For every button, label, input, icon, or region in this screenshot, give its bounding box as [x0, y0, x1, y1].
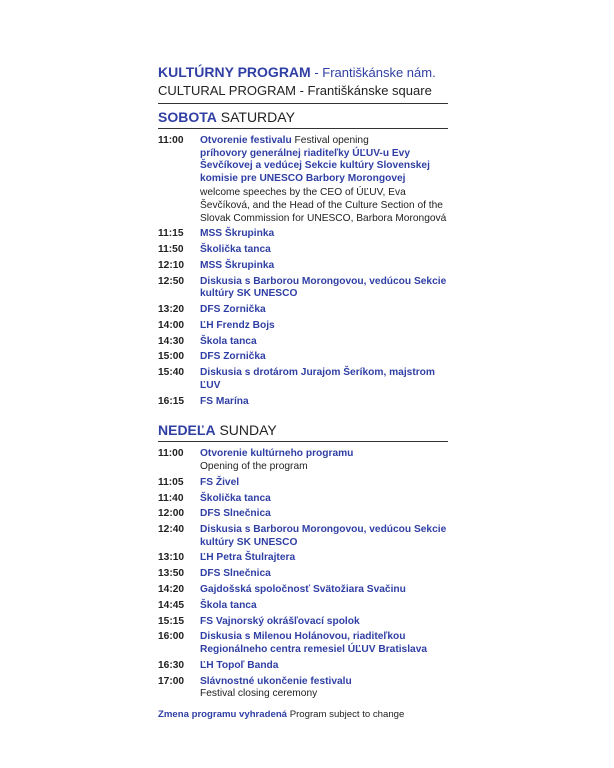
event-name-sk: Gajdošská spoločnosť Svätožiara Svačinu — [200, 584, 406, 595]
event-detail-en: welcome speeches by the CEO of ÚĽUV, Eva Ševčíková, and the Head of the Culture Section of the Slovak Commission for UNESCO, Barbora Morongová — [200, 187, 447, 224]
schedule-desc — [200, 304, 448, 317]
schedule-row — [158, 676, 448, 701]
schedule-time: 11:00 — [158, 135, 184, 146]
schedule-time: 14:45 — [158, 599, 185, 611]
schedule-time: 11:00 — [158, 448, 184, 460]
title-en-place: - Františkánske square — [295, 83, 432, 98]
schedule-row — [158, 584, 448, 597]
schedule-row — [158, 367, 448, 392]
schedule-row — [158, 351, 448, 364]
schedule-desc — [200, 396, 448, 409]
schedule-row — [158, 304, 448, 317]
schedule-time: 14:20 — [158, 584, 185, 595]
event-name-sk: DFS Zornička — [200, 304, 266, 316]
schedule-desc — [200, 493, 448, 506]
schedule-time: 13:20 — [158, 304, 185, 316]
sunday-sk: NEDEĽA — [158, 422, 216, 439]
schedule-desc — [200, 260, 448, 273]
schedule-desc — [200, 524, 448, 549]
schedule-time: 11:40 — [158, 492, 184, 504]
saturday-schedule — [158, 135, 448, 408]
saturday-divider — [158, 128, 448, 129]
schedule-time: 15:00 — [158, 351, 185, 363]
schedule-time: 12:40 — [158, 524, 185, 536]
schedule-time: 12:10 — [158, 259, 185, 271]
event-name-sk: Škola tanca — [200, 335, 257, 347]
schedule-time: 13:10 — [158, 552, 185, 564]
event-name-sk: FS Živel — [200, 476, 240, 488]
event-name-en: Festival closing ceremony — [200, 688, 318, 700]
schedule-row — [158, 228, 448, 241]
event-name-sk: MSS Škrupinka — [200, 228, 275, 240]
schedule-row — [158, 336, 448, 349]
schedule-row — [158, 568, 448, 581]
schedule-time: 15:40 — [158, 367, 185, 379]
schedule-desc — [200, 600, 448, 613]
schedule-row — [158, 448, 448, 473]
sunday-divider — [158, 441, 448, 442]
event-name-sk: ĽH Topoľ Banda — [200, 659, 279, 671]
schedule-time: 16:15 — [158, 395, 185, 407]
schedule-row — [158, 524, 448, 549]
event-name-sk: MSS Škrupinka — [200, 259, 275, 271]
title-en — [158, 83, 448, 99]
sunday-schedule — [158, 448, 448, 700]
event-name-sk: Diskusia s Barborou Morongovou, vedúcou Sekcie kultúry SK UNESCO — [200, 524, 447, 548]
saturday-heading — [158, 108, 448, 126]
schedule-row — [158, 396, 448, 409]
event-name-sk: FS Marína — [200, 395, 249, 407]
schedule-row — [158, 135, 448, 225]
event-name-sk: DFS Zornička — [200, 351, 266, 363]
event-name-sk: Škola tanca — [200, 599, 257, 611]
schedule-desc — [200, 660, 448, 673]
footer-sk: Zmena programu vyhradená — [158, 708, 288, 720]
saturday-en: SATURDAY — [216, 109, 295, 125]
schedule-row — [158, 276, 448, 301]
schedule-time: 12:00 — [158, 508, 185, 520]
schedule-desc — [200, 552, 448, 565]
schedule-row — [158, 631, 448, 656]
schedule-desc — [200, 631, 448, 656]
sunday-heading — [158, 421, 448, 439]
schedule-time: 13:50 — [158, 568, 185, 580]
sunday-en: SUNDAY — [215, 422, 277, 439]
event-name-en: Opening of the program — [200, 460, 308, 472]
schedule-row — [158, 320, 448, 333]
schedule-desc — [200, 244, 448, 257]
schedule-row — [158, 260, 448, 273]
schedule-desc — [200, 584, 448, 597]
event-name-sk: ĽH Petra Štulrajtera — [200, 552, 296, 564]
footer-en: Program subject to change — [287, 708, 405, 720]
schedule-desc — [200, 508, 448, 521]
saturday-sk: SOBOTA — [158, 109, 217, 125]
schedule-desc — [200, 336, 448, 349]
schedule-time: 14:00 — [158, 319, 185, 331]
schedule-desc — [200, 367, 448, 392]
schedule-time: 11:15 — [158, 228, 184, 240]
program-page — [158, 64, 448, 721]
event-name-sk: DFS Slnečnica — [200, 568, 271, 580]
event-name-sk: Diskusia s Barborou Morongovou, vedúcou Sekcie kultúry SK UNESCO — [200, 275, 447, 300]
event-name-sk: DFS Slnečnica — [200, 508, 271, 520]
schedule-row — [158, 244, 448, 257]
schedule-desc — [200, 135, 448, 225]
title-sk-main: KULTÚRNY PROGRAM — [158, 64, 311, 80]
event-name-en: Festival opening — [291, 135, 369, 146]
event-name-sk: ĽH Frendz Bojs — [200, 319, 275, 331]
schedule-desc — [200, 676, 448, 701]
schedule-row — [158, 616, 448, 629]
event-name-sk: Diskusia s drotárom Jurajom Šeríkom, majstrom ĽUV — [200, 367, 435, 391]
title-en-main: CULTURAL PROGRAM — [158, 83, 296, 98]
schedule-desc — [200, 320, 448, 333]
footer-note — [158, 709, 448, 721]
schedule-desc — [200, 228, 448, 241]
schedule-desc — [200, 351, 448, 364]
event-name-sk: Otvorenie kultúrneho programu — [200, 448, 354, 460]
schedule-time: 11:50 — [158, 244, 184, 256]
event-name-sk: Školička tanca — [200, 492, 271, 504]
schedule-row — [158, 600, 448, 613]
event-name-sk: Slávnostné ukončenie festivalu — [200, 675, 352, 687]
schedule-row — [158, 660, 448, 673]
schedule-time: 11:05 — [158, 476, 184, 488]
schedule-row — [158, 508, 448, 521]
event-name-sk: Otvorenie festivalu — [200, 135, 292, 146]
schedule-desc — [200, 568, 448, 581]
schedule-time: 15:15 — [158, 615, 185, 627]
schedule-time: 16:00 — [158, 631, 185, 643]
title-sk-place: - Františkánske nám. — [310, 65, 436, 80]
schedule-time: 14:30 — [158, 335, 185, 347]
schedule-time: 17:00 — [158, 675, 185, 687]
schedule-row — [158, 552, 448, 565]
schedule-desc — [200, 276, 448, 301]
schedule-desc — [200, 616, 448, 629]
event-detail-sk: príhovory generálnej riaditeľky ÚĽUV-u Evy Ševčíkovej a vedúcej Sekcie kultúry Slovenskej komisie pre UNESCO Barbory Morongovej — [200, 147, 430, 184]
title-sk — [158, 64, 448, 81]
schedule-row — [158, 493, 448, 506]
schedule-desc — [200, 477, 448, 490]
event-name-sk: FS Vajnorský okrášľovací spolok — [200, 615, 360, 627]
schedule-time: 16:30 — [158, 659, 185, 671]
header-divider — [158, 103, 448, 104]
event-name-sk: Školička tanca — [200, 244, 271, 256]
event-name-sk: Diskusia s Milenou Holánovou, riaditeľkou Regionálneho centra remesiel ÚĽUV Bratislava — [200, 631, 428, 655]
schedule-desc — [200, 448, 448, 473]
schedule-time: 12:50 — [158, 275, 185, 287]
schedule-row — [158, 477, 448, 490]
